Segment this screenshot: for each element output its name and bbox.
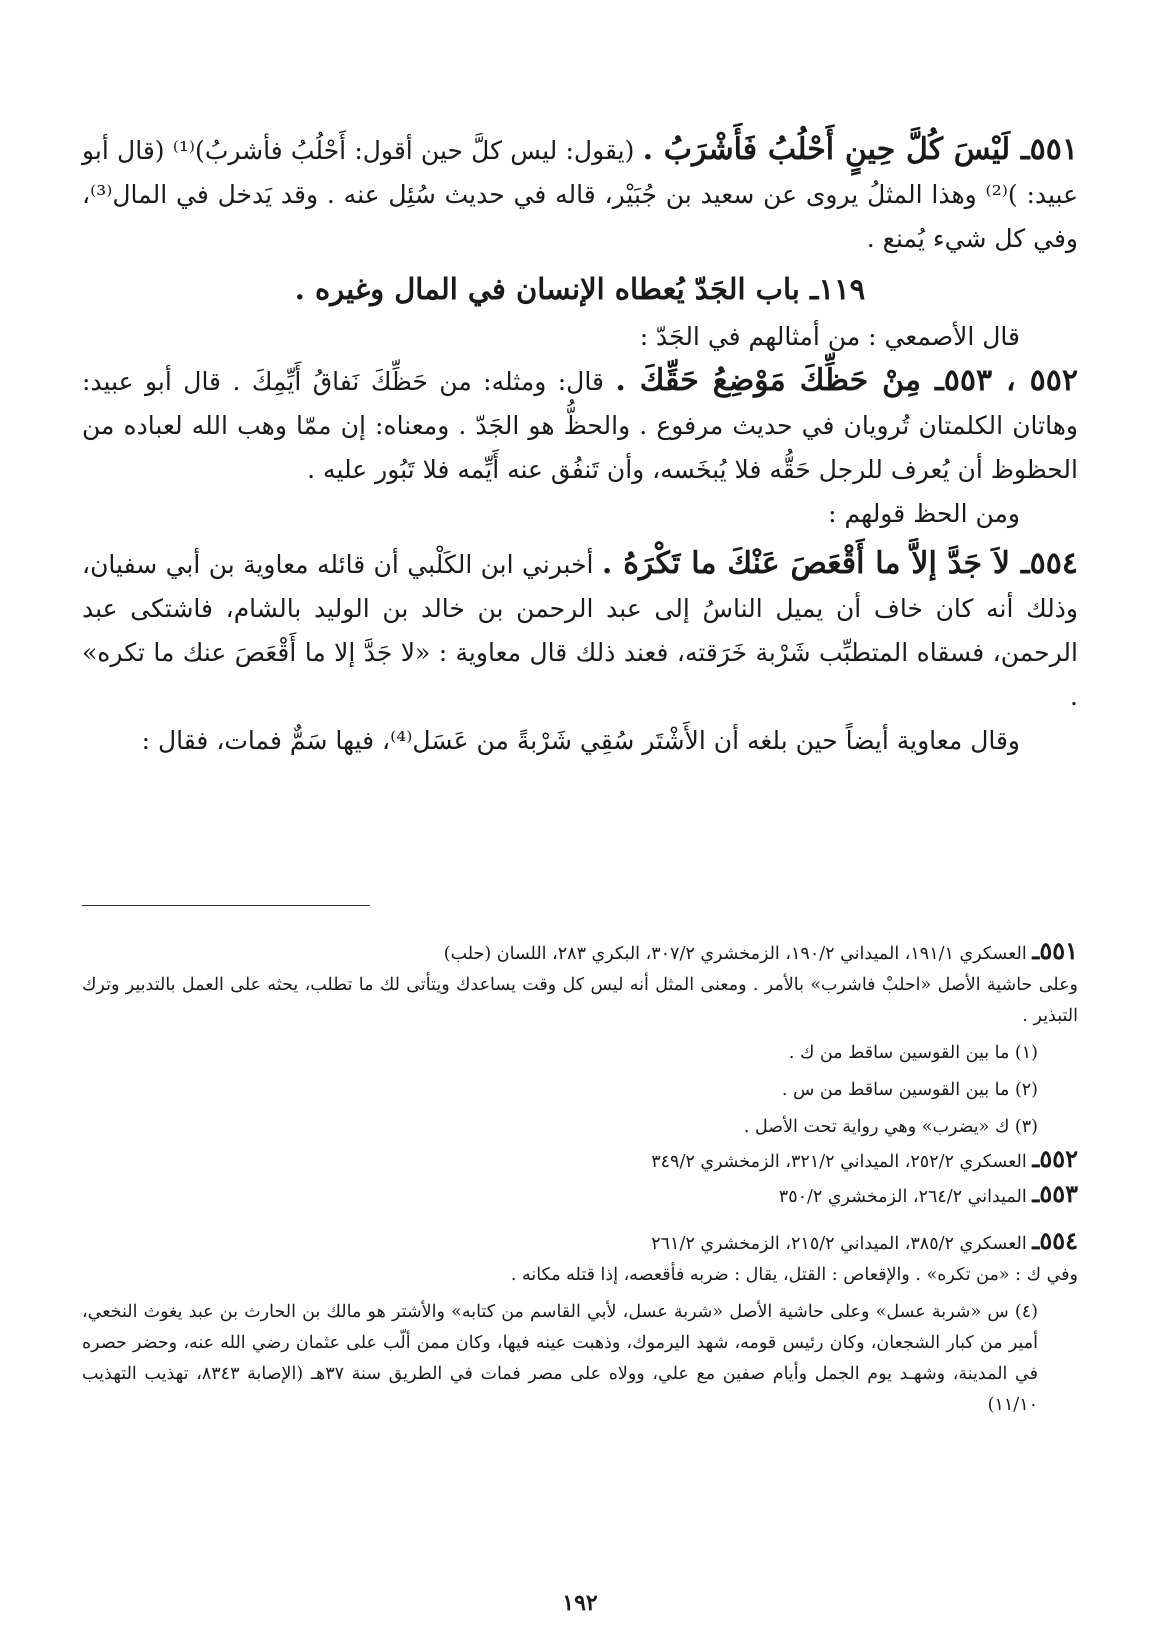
proverb-551: ٥٥١ـ لَيْسَ كُلَّ حِينٍ أَحْلُبُ فَأَشْرَبُ . [642, 132, 1079, 167]
main-text [82, 128, 1078, 763]
footnote-3: (٣) ك «يضرب» وهي رواية تحت الأصل . [743, 1117, 1038, 1137]
paragraph-551-text: (يقول: ليس كلَّ حين أقول: أَحْلُبُ فأشربُ)⁽¹⁾ (قال أبو عبيد: )⁽²⁾ وهذا المثلُ يروى عن سعيد بن جُبَيْر، قاله في حديث سُئِل عنه . وقد يَدخل في المال⁽³⁾، وفي كل شيء يُمنع . [82, 136, 1079, 253]
note-551-gloss: وعلى حاشية الأصل «احلبْ فاشرب» بالأمر . ومعنى المثل أنه ليس كل وقت يساعدك ويتأتى لك ما تطلب، يحثه على العمل بالتدبير وترك التبذير . [82, 975, 1078, 1026]
proverb-552-553: ٥٥٢ ، ٥٥٣ـ مِنْ حَظِّكَ مَوْضِعُ حَقِّكَ . [615, 363, 1079, 398]
proverb-554: ٥٥٤ـ لاَ جَدَّ إلاَّ ما أَقْعَصَ عَنْكَ ما تَكْرَهُ . [601, 546, 1078, 581]
footnote-4: (٤) س «شربة عسل» وعلى حاشية الأصل «شربة عسل، لأبي القاسم من كتابه» والأشتر هو مالك بن الحارث بن عبد يغوث النخعي، أمير من كبار الشجعان، وكان رئيس قومه، شهد اليرموك، وذهبت عينه فيها، وكان ممن ألّب على عثمان رضي الله عنه، وحضر حصره في المدينة، وشهـد يوم الجمل وأيام صفين مع علي، وولاه على مصر فمات في الطريق سنة ٣٧هـ (الإصابة ٨٣٤٣، تهذيب التهذيب ١١/١٠) [82, 1302, 1038, 1415]
note-554-sources: العسكري ٣٨٥/٢، الميداني ٢١٥/٢، الزمخشري ٢٦١/٢ [651, 1234, 1033, 1254]
note-553-number: ٥٥٣ـ [1032, 1179, 1078, 1208]
page [82, 0, 1078, 1648]
note-551-number: ٥٥١ـ [1032, 936, 1078, 965]
note-553 [82, 1178, 1078, 1213]
footnote-divider [82, 905, 370, 906]
paragraph-554-text: أخبرني ابن الكَلْبي أن قائله معاوية بن أبي سفيان، وذلك أنه كان خاف أن يميل الناسُ إلى عبد الرحمن بن خالد بن الوليد بالشام، فاشتكى عبد الرحمن، فسقاه المتطبِّب شَرْبة خَرَقته، فعند ذلك قال معاوية : «لا جَدَّ إلا ما أَقْعَصَ عنك ما تكره» . [82, 550, 1078, 711]
note-554-gloss: وفي ك : «من تكره» . والإقعاص : القتل، يقال : ضربه فأقعصه، إذا قتله مكانه . [510, 1265, 1078, 1285]
footnotes [82, 935, 1078, 1421]
note-552-number: ٥٥٢ـ [1032, 1144, 1078, 1173]
paragraph-554 [82, 542, 1078, 719]
note-553-sources: الميداني ٢٦٤/٢، الزمخشري ٣٥٠/٢ [778, 1187, 1033, 1207]
paragraph-552-553-text: قال: ومثله: من حَظِّكَ نَفاقُ أَيِّمِكَ . قال أبو عبيد: وهاتان الكلمتان تُرويان في حديث مرفوع . والحظُّ هو الجَدّ . ومعناه: إن ممّا وهب الله لعباده من الحظوظ أن يُعرف للرجل حَقُّه فلا يُبخَسه، وأن تَنفُق عنه أَيِّمه فلا تَبُور عليه . [82, 367, 1078, 484]
page-number: ١٩٢ [562, 1590, 598, 1616]
chapter-heading: ١١٩ـ باب الجَدّ يُعطاه الإنسان في المال وغيره . [294, 272, 866, 306]
note-554 [82, 1225, 1078, 1260]
note-554-number: ٥٥٤ـ [1032, 1226, 1078, 1255]
asmai-line: قال الأصمعي : من أمثالهم في الجَدّ : [639, 322, 1020, 351]
note-551 [82, 935, 1078, 970]
footnote-2: (٢) ما بين القوسين ساقط من س . [781, 1080, 1038, 1100]
paragraph-551 [82, 128, 1078, 261]
note-552-sources: العسكري ٢٥٢/٢، الميداني ٣٢١/٢، الزمخشري ٣٤٩/٢ [651, 1152, 1033, 1172]
footnote-1: (١) ما بين القوسين ساقط من ك . [788, 1043, 1038, 1063]
note-551-sources: العسكري ١٩١/١، الميداني ١٩٠/٢، الزمخشري ٣٠٧/٢، البكري ٢٨٣، اللسان (حلب) [443, 944, 1033, 964]
muawiya-line: وقال معاوية أيضاً حين بلغه أن الأَشْتَر سُقِي شَرْبةً من عَسَل⁽⁴⁾، فيها سَمٌّ فمات، فقال : [141, 726, 1020, 755]
hazz-line: ومن الحظ قولهم : [828, 499, 1020, 528]
paragraph-552-553 [82, 359, 1078, 492]
note-552 [82, 1143, 1078, 1178]
